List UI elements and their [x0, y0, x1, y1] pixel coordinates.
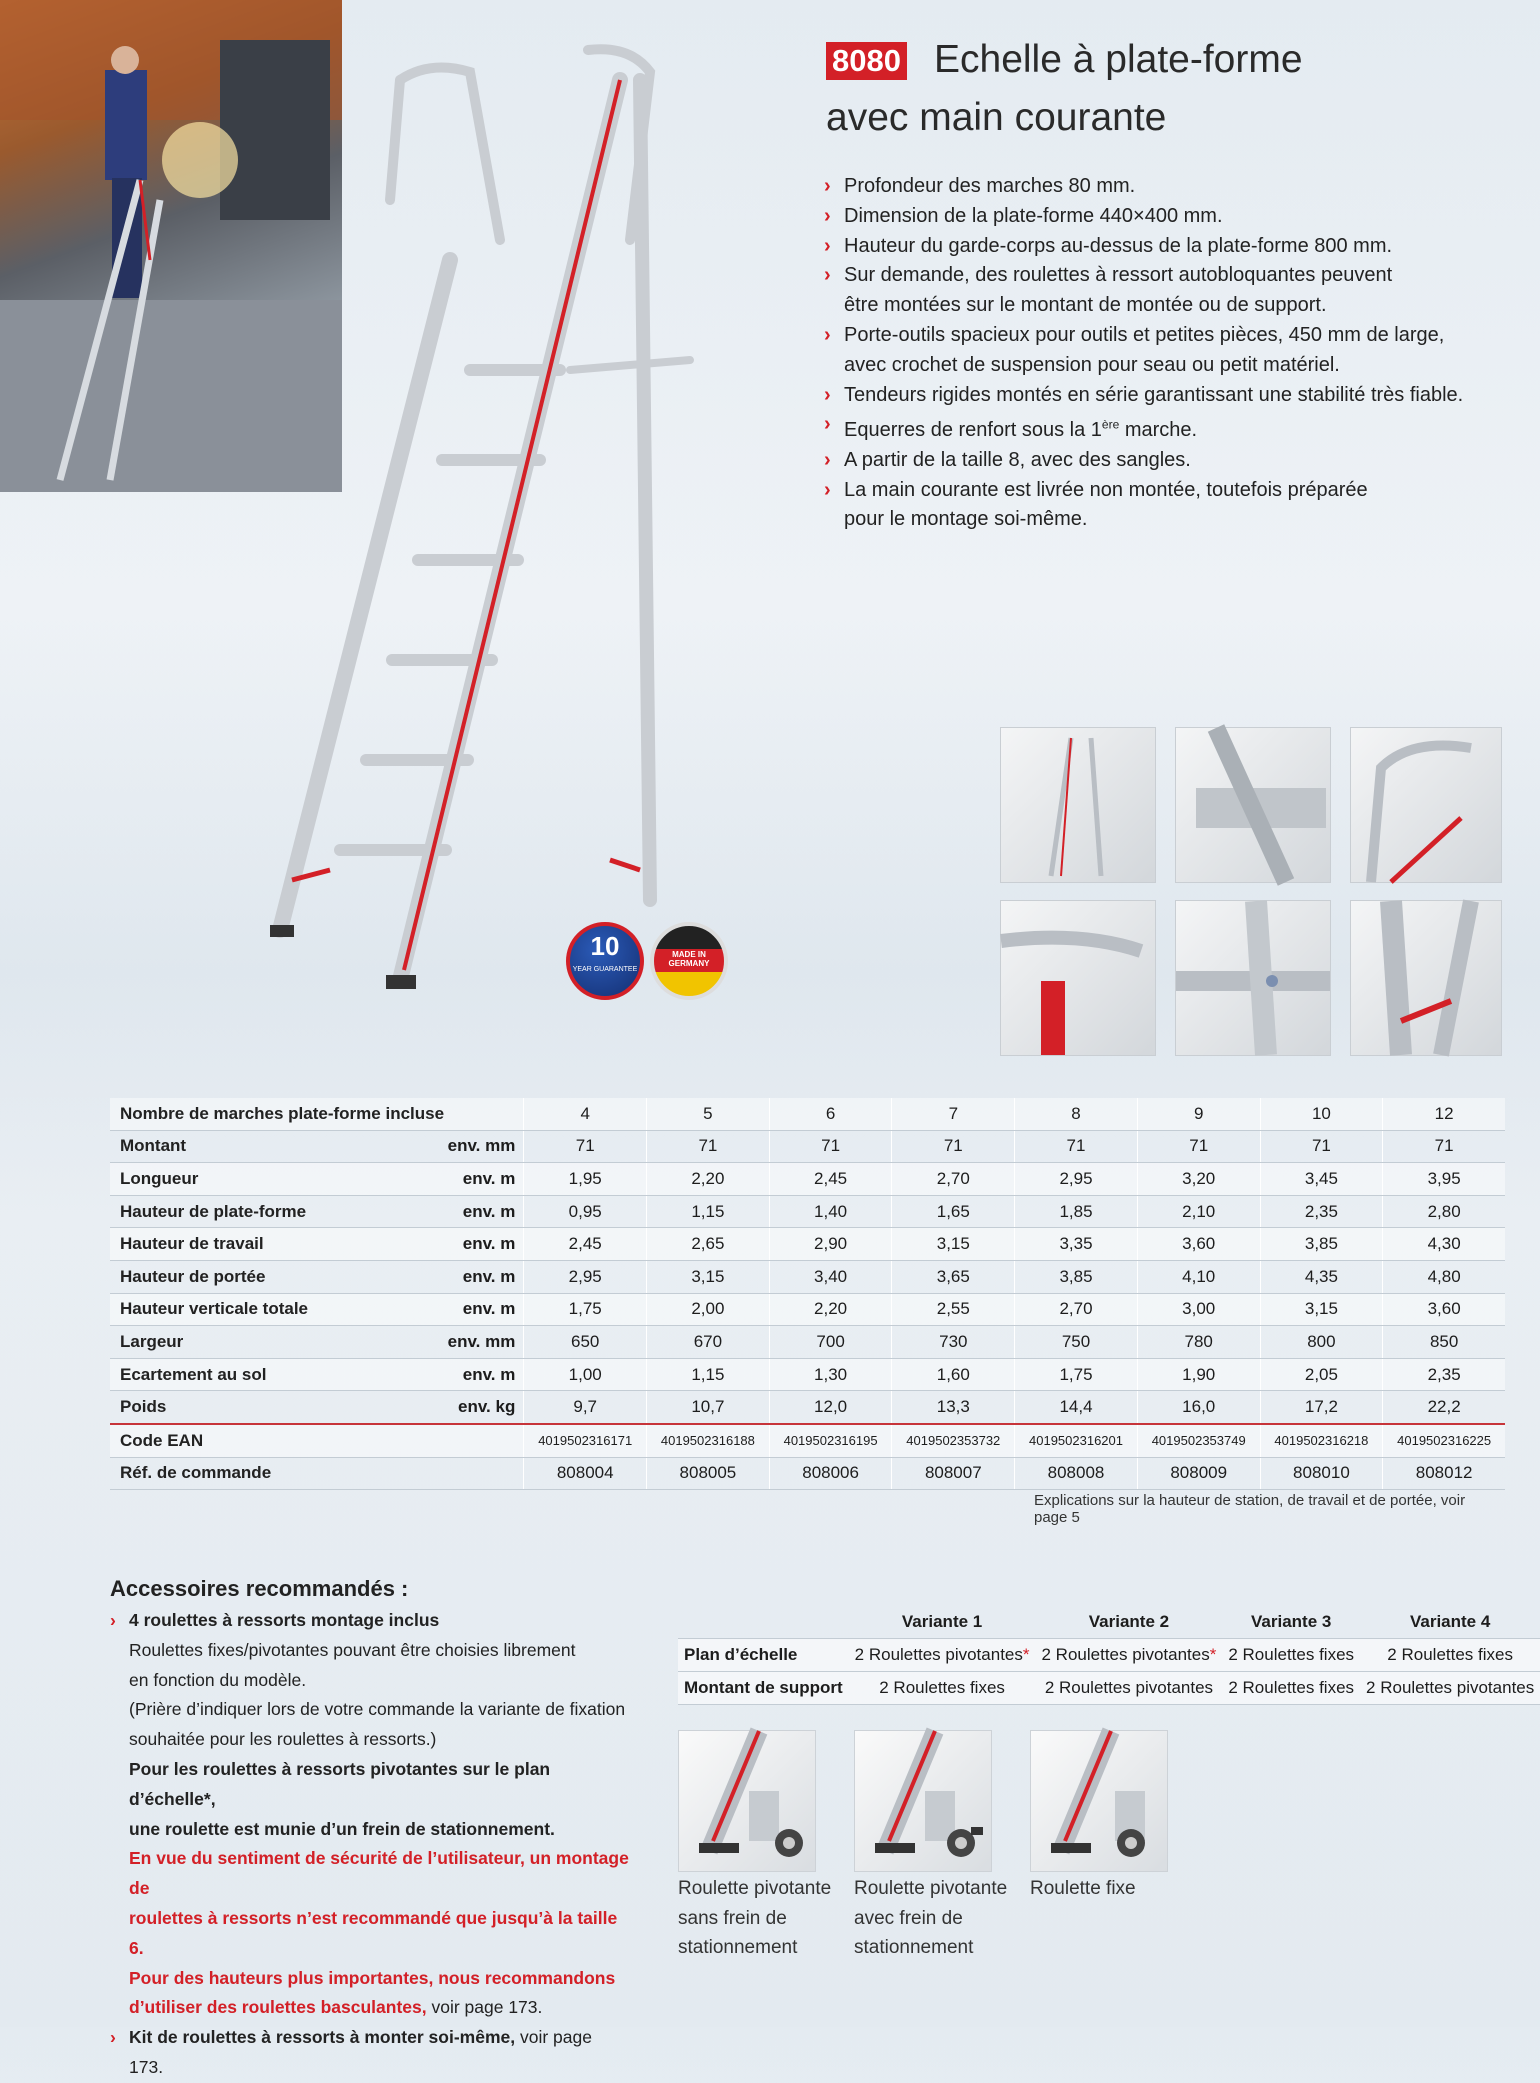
table-cell: 3,15 — [1260, 1293, 1383, 1326]
feature-item: › Porte-outils spacieux pour outils et petites pièces, 450 mm de large, — [822, 321, 1482, 351]
variant-header: Variante 1 — [849, 1606, 1036, 1639]
table-cell: 13,3 — [892, 1391, 1015, 1424]
thumbnail-platform-detail — [1000, 900, 1156, 1056]
row-unit — [439, 1424, 523, 1457]
table-cell: 808012 — [1383, 1457, 1505, 1490]
row-unit: env. kg — [439, 1391, 523, 1424]
table-cell: 4,30 — [1383, 1228, 1505, 1261]
table-cell: 808007 — [892, 1457, 1015, 1490]
table-cell: 1,40 — [769, 1195, 892, 1228]
feature-item: › Dimension de la plate-forme 440×400 mm. — [822, 202, 1482, 232]
product-title-line2: avec main courante — [826, 96, 1167, 139]
table-cell: 16,0 — [1137, 1391, 1260, 1424]
table-cell: 650 — [524, 1326, 647, 1359]
table-cell: 800 — [1260, 1326, 1383, 1359]
table-row — [110, 1391, 1505, 1424]
table-cell: 3,45 — [1260, 1163, 1383, 1196]
table-cell: 2,70 — [892, 1163, 1015, 1196]
table-cell: 1,75 — [524, 1293, 647, 1326]
table-row — [110, 1424, 1505, 1457]
size-cell: 10 — [1260, 1098, 1383, 1130]
table-cell: 1,65 — [892, 1195, 1015, 1228]
wheel-caption: Roulette pivotante avec frein de stationnement — [854, 1878, 1008, 1958]
size-cell: 4 — [524, 1098, 647, 1130]
table-cell: 2,05 — [1260, 1358, 1383, 1391]
size-cell: 8 — [1015, 1098, 1138, 1130]
table-cell: 2,20 — [769, 1293, 892, 1326]
accessory-item: › 4 roulettes à ressorts montage inclus Roulettes fixes/pivotantes pouvant être choisies librement en fonction du modèle. (Prière d’indiquer lors de votre commande la variante de fixation souhaitée pour les roulettes à ressorts.) Pour les roulettes à ressorts pivotantes sur le plan d’échelle*, une roulette est munie d’un frein de stationnement. En vue du sentiment de sécurité de l’utilisateur, un montage de roulettes à ressorts n’est recommandé que jusqu’à la taille 6. Pour des hauteurs plus importantes, nous recommandons d’utiliser des roulettes basculantes, voir page 173. — [110, 1606, 630, 2023]
spec-table — [110, 1098, 1505, 1490]
row-unit — [439, 1457, 523, 1490]
chevron-right-icon: › — [824, 383, 831, 406]
row-label: Code EAN — [110, 1424, 439, 1457]
table-cell: 808008 — [1015, 1457, 1138, 1490]
row-unit: env. m — [439, 1228, 523, 1261]
feature-list — [822, 172, 1482, 535]
table-cell: 2,80 — [1383, 1195, 1505, 1228]
size-cell: 5 — [647, 1098, 770, 1130]
table-row — [110, 1358, 1505, 1391]
guarantee-badge: 10 YEAR GUARANTEE — [566, 922, 644, 1000]
table-cell: 10,7 — [647, 1391, 770, 1424]
table-cell: 2,45 — [524, 1228, 647, 1261]
feature-item: › A partir de la taille 8, avec des sangles. — [822, 446, 1482, 476]
chevron-right-icon: › — [824, 323, 831, 346]
variant-header-row — [678, 1606, 1540, 1639]
table-cell: 808006 — [769, 1457, 892, 1490]
thumbnail-handrail-detail — [1350, 727, 1502, 883]
feature-item-continued: avec crochet de suspension pour seau ou petit matériel. — [844, 353, 1340, 376]
row-label: Longueur — [110, 1163, 439, 1196]
chevron-right-icon: › — [824, 175, 831, 197]
table-cell: 0,95 — [524, 1195, 647, 1228]
product-title-line1: Echelle à plate-forme — [934, 38, 1303, 81]
chevron-right-icon: › — [824, 234, 831, 257]
variant-header: Variante 4 — [1360, 1606, 1540, 1639]
chevron-right-icon: › — [824, 264, 831, 287]
table-cell: 4019502316218 — [1260, 1424, 1383, 1457]
table-row — [110, 1228, 1505, 1261]
accessory-title: 4 roulettes à ressorts montage inclus — [129, 1610, 440, 1630]
table-cell: 1,95 — [524, 1163, 647, 1196]
feature-item-continued: être montées sur le montant de montée ou de support. — [844, 294, 1327, 317]
thumbnail-step-detail — [1175, 727, 1331, 883]
size-cell: 7 — [892, 1098, 1015, 1130]
row-label: Largeur — [110, 1326, 439, 1359]
row-unit: env. mm — [439, 1130, 523, 1163]
table-footnote: Explications sur la hauteur de station, de travail et de portée, voir page 5 — [1034, 1492, 1466, 1526]
table-cell: 3,65 — [892, 1260, 1015, 1293]
table-cell: 808010 — [1260, 1457, 1383, 1490]
table-cell: 730 — [892, 1326, 1015, 1359]
variant-table — [678, 1606, 1540, 1705]
table-row — [110, 1457, 1505, 1490]
table-cell: 71 — [1137, 1130, 1260, 1163]
row-label: Montant — [110, 1130, 439, 1163]
size-cell: 12 — [1383, 1098, 1505, 1130]
table-cell: 17,2 — [1260, 1391, 1383, 1424]
table-row — [110, 1195, 1505, 1228]
variant-header: Variante 3 — [1222, 1606, 1360, 1639]
table-cell: 670 — [647, 1326, 770, 1359]
ladder-image — [270, 40, 750, 1000]
table-row — [110, 1163, 1505, 1196]
table-cell: 2,10 — [1137, 1195, 1260, 1228]
wheel-swivel-no-brake-image — [678, 1730, 816, 1872]
thumbnail-ladder-full — [1000, 727, 1156, 883]
table-cell: 4019502316201 — [1015, 1424, 1138, 1457]
table-cell: 71 — [524, 1130, 647, 1163]
table-cell: 3,20 — [1137, 1163, 1260, 1196]
table-cell: 4019502316188 — [647, 1424, 770, 1457]
table-cell: 71 — [769, 1130, 892, 1163]
table-cell: 1,85 — [1015, 1195, 1138, 1228]
row-unit: env. m — [439, 1163, 523, 1196]
chevron-right-icon: › — [824, 448, 831, 471]
table-cell: 1,15 — [647, 1195, 770, 1228]
row-unit: env. m — [439, 1260, 523, 1293]
table-cell: 2,00 — [647, 1293, 770, 1326]
table-cell: 3,60 — [1383, 1293, 1505, 1326]
accessory-item: › Kit de roulettes à ressorts à monter soi-même, voir page 173. — [110, 2023, 630, 2083]
table-cell: 2,90 — [769, 1228, 892, 1261]
accessories-heading: Accessoires recommandés : — [110, 1576, 409, 1601]
feature-item: › Equerres de renfort sous la 1ère marche. — [822, 410, 1482, 445]
table-row — [110, 1130, 1505, 1163]
feature-item: › Tendeurs rigides montés en série garantissant une stabilité très fiable. — [822, 381, 1482, 411]
size-cell: 9 — [1137, 1098, 1260, 1130]
row-unit: env. m — [439, 1358, 523, 1391]
table-row — [110, 1326, 1505, 1359]
row-label: Hauteur verticale totale — [110, 1293, 439, 1326]
table-cell: 1,30 — [769, 1358, 892, 1391]
row-label: Réf. de commande — [110, 1457, 439, 1490]
row-unit: env. m — [439, 1195, 523, 1228]
table-cell: 2,70 — [1015, 1293, 1138, 1326]
table-cell: 750 — [1015, 1326, 1138, 1359]
chevron-right-icon: › — [824, 478, 831, 501]
table-cell: 71 — [1383, 1130, 1505, 1163]
table-cell: 2,65 — [647, 1228, 770, 1261]
variant-row: Montant de support 2 Roulettes fixes 2 Roulettes pivotantes 2 Roulettes fixes 2 Roulettes pivotantes — [678, 1672, 1540, 1705]
table-cell: 808005 — [647, 1457, 770, 1490]
table-header-row — [110, 1098, 1505, 1130]
row-label: Ecartement au sol — [110, 1358, 439, 1391]
header-label: Nombre de marches plate-forme incluse — [110, 1098, 524, 1130]
table-cell: 3,40 — [769, 1260, 892, 1293]
table-cell: 1,75 — [1015, 1358, 1138, 1391]
table-cell: 4,35 — [1260, 1260, 1383, 1293]
table-cell: 1,15 — [647, 1358, 770, 1391]
table-cell: 2,20 — [647, 1163, 770, 1196]
variant-row: Plan d’échelle 2 Roulettes pivotantes* 2 Roulettes pivotantes* 2 Roulettes fixes 2 Roulettes fixes — [678, 1639, 1540, 1672]
table-cell: 4,80 — [1383, 1260, 1505, 1293]
table-cell: 2,55 — [892, 1293, 1015, 1326]
table-cell: 808004 — [524, 1457, 647, 1490]
table-cell: 12,0 — [769, 1391, 892, 1424]
row-label: Poids — [110, 1391, 439, 1424]
row-label: Hauteur de travail — [110, 1228, 439, 1261]
accessories-list — [110, 1606, 630, 2083]
row-unit: env. mm — [439, 1326, 523, 1359]
product-code-badge: 8080 — [826, 42, 907, 80]
row-label: Hauteur de plate-forme — [110, 1195, 439, 1228]
wheel-caption: Roulette fixe — [1030, 1878, 1136, 1899]
feature-item-continued: pour le montage soi-même. — [844, 508, 1088, 531]
table-cell: 71 — [647, 1130, 770, 1163]
table-cell: 4019502353732 — [892, 1424, 1015, 1457]
table-cell: 3,35 — [1015, 1228, 1138, 1261]
table-cell: 2,45 — [769, 1163, 892, 1196]
table-cell: 4019502316171 — [524, 1424, 647, 1457]
wheel-caption: Roulette pivotante sans frein de stationnement — [678, 1878, 832, 1958]
table-row — [110, 1293, 1505, 1326]
table-cell: 1,60 — [892, 1358, 1015, 1391]
table-cell: 2,95 — [1015, 1163, 1138, 1196]
table-cell: 1,90 — [1137, 1358, 1260, 1391]
feature-item: › Hauteur du garde-corps au-dessus de la plate-forme 800 mm. — [822, 232, 1482, 262]
table-cell: 700 — [769, 1326, 892, 1359]
table-cell: 4019502353749 — [1137, 1424, 1260, 1457]
asterisk-mark: * — [1022, 1645, 1030, 1664]
feature-item: › La main courante est livrée non montée, toutefois préparée — [822, 476, 1482, 506]
thumbnail-stabilizer-detail — [1350, 900, 1502, 1056]
table-cell: 3,00 — [1137, 1293, 1260, 1326]
thumbnail-brace-detail — [1175, 900, 1331, 1056]
table-cell: 14,4 — [1015, 1391, 1138, 1424]
table-cell: 3,85 — [1015, 1260, 1138, 1293]
table-cell: 3,60 — [1137, 1228, 1260, 1261]
table-cell: 71 — [1015, 1130, 1138, 1163]
table-cell: 9,7 — [524, 1391, 647, 1424]
feature-item: › Profondeur des marches 80 mm. — [822, 172, 1482, 202]
table-cell: 71 — [892, 1130, 1015, 1163]
chevron-right-icon: › — [110, 1610, 116, 1630]
table-cell: 3,85 — [1260, 1228, 1383, 1261]
table-cell: 2,95 — [524, 1260, 647, 1293]
size-cell: 6 — [769, 1098, 892, 1130]
table-cell: 71 — [1260, 1130, 1383, 1163]
variant-header: Variante 2 — [1036, 1606, 1223, 1639]
chevron-right-icon: › — [110, 2027, 116, 2048]
chevron-right-icon: › — [824, 413, 831, 436]
wheel-fixed-image — [1030, 1730, 1168, 1872]
table-cell: 3,95 — [1383, 1163, 1505, 1196]
table-cell: 4019502316195 — [769, 1424, 892, 1457]
table-cell: 2,35 — [1260, 1195, 1383, 1228]
table-cell: 4,10 — [1137, 1260, 1260, 1293]
table-cell: 3,15 — [892, 1228, 1015, 1261]
made-in-germany-badge: MADE IN GERMANY — [650, 922, 728, 1000]
table-cell: 780 — [1137, 1326, 1260, 1359]
table-cell: 3,15 — [647, 1260, 770, 1293]
table-cell: 850 — [1383, 1326, 1505, 1359]
row-unit: env. m — [439, 1293, 523, 1326]
table-row — [110, 1260, 1505, 1293]
wheel-swivel-brake-image — [854, 1730, 992, 1872]
table-cell: 22,2 — [1383, 1391, 1505, 1424]
table-cell: 1,00 — [524, 1358, 647, 1391]
asterisk-mark: * — [1209, 1645, 1217, 1664]
row-label: Hauteur de portée — [110, 1260, 439, 1293]
table-cell: 4019502316225 — [1383, 1424, 1505, 1457]
table-cell: 808009 — [1137, 1457, 1260, 1490]
feature-item: › Sur demande, des roulettes à ressort autobloquantes peuvent — [822, 261, 1482, 291]
chevron-right-icon: › — [824, 204, 831, 227]
table-cell: 2,35 — [1383, 1358, 1505, 1391]
